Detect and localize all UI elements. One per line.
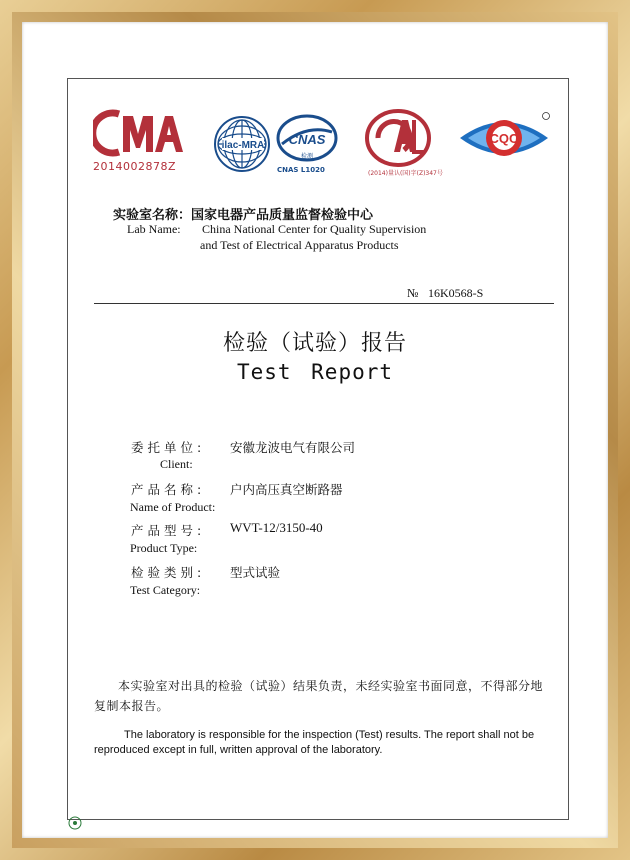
cma-logo-icon — [93, 108, 183, 158]
test-category-label-en: Test Category: — [130, 583, 201, 597]
disclaimer-english: The laboratory is responsible for the inspection (Test) results. The report shall not be reproduced except in full, written approval of the laboratory. — [94, 729, 535, 756]
report-number: 16K0568-S — [428, 286, 484, 300]
svg-text:CQC: CQC — [489, 131, 519, 146]
lab-name-label: Lab Name: — [127, 222, 181, 236]
lab-name-chinese: 实验室名称：国家电器产品质量监督检验中心 — [113, 208, 374, 223]
product-type-value: WVT-12/3150-40 — [230, 520, 323, 535]
client-label-cn: 委托单位: — [131, 440, 206, 455]
client-value: 安徽龙波电气有限公司 — [230, 440, 356, 455]
disclaimer-chinese: 本实验室对出具的检验（试验）结果负责，未经实验室书面同意，不得部分地复制本报告。 — [94, 679, 544, 713]
cal-logo-icon — [364, 108, 432, 168]
small-seal-icon — [68, 816, 82, 830]
svg-text:CNAS: CNAS — [288, 132, 326, 147]
ilac-mra-logo-icon — [212, 114, 274, 174]
cal-number: (2014)量认(国)字(Z)347号 — [368, 170, 443, 177]
product-type-label-en: Product Type: — [130, 541, 198, 555]
product-type-label-cn: 产品型号: — [131, 523, 206, 538]
svg-text:检测: 检测 — [300, 153, 314, 160]
ccc-logo-icon — [456, 110, 552, 166]
cma-number: 2014002878Z — [93, 160, 177, 173]
report-title-chinese: 检验（试验）报告 — [222, 331, 407, 356]
product-name-value: 户内高压真空断路器 — [230, 482, 343, 497]
cnas-logo-icon — [276, 114, 338, 166]
product-name-label-cn: 产品名称: — [131, 482, 206, 497]
report-title-english: Test Report — [236, 360, 394, 384]
client-label-en: Client: — [160, 457, 193, 471]
cnas-label: CNAS L1020 — [277, 166, 325, 174]
test-category-label-cn: 检验类别: — [131, 565, 206, 580]
product-name-label-en: Name of Product: — [130, 500, 216, 514]
test-category-value: 型式试验 — [230, 565, 281, 580]
divider-line — [94, 303, 554, 304]
report-number-label: № — [407, 286, 419, 300]
svg-text:ilac-MRA: ilac-MRA — [221, 140, 265, 151]
lab-name-english-line2: and Test of Electrical Apparatus Products — [200, 238, 399, 252]
lab-name-english-line1: China National Center for Quality Supervision — [202, 222, 427, 236]
